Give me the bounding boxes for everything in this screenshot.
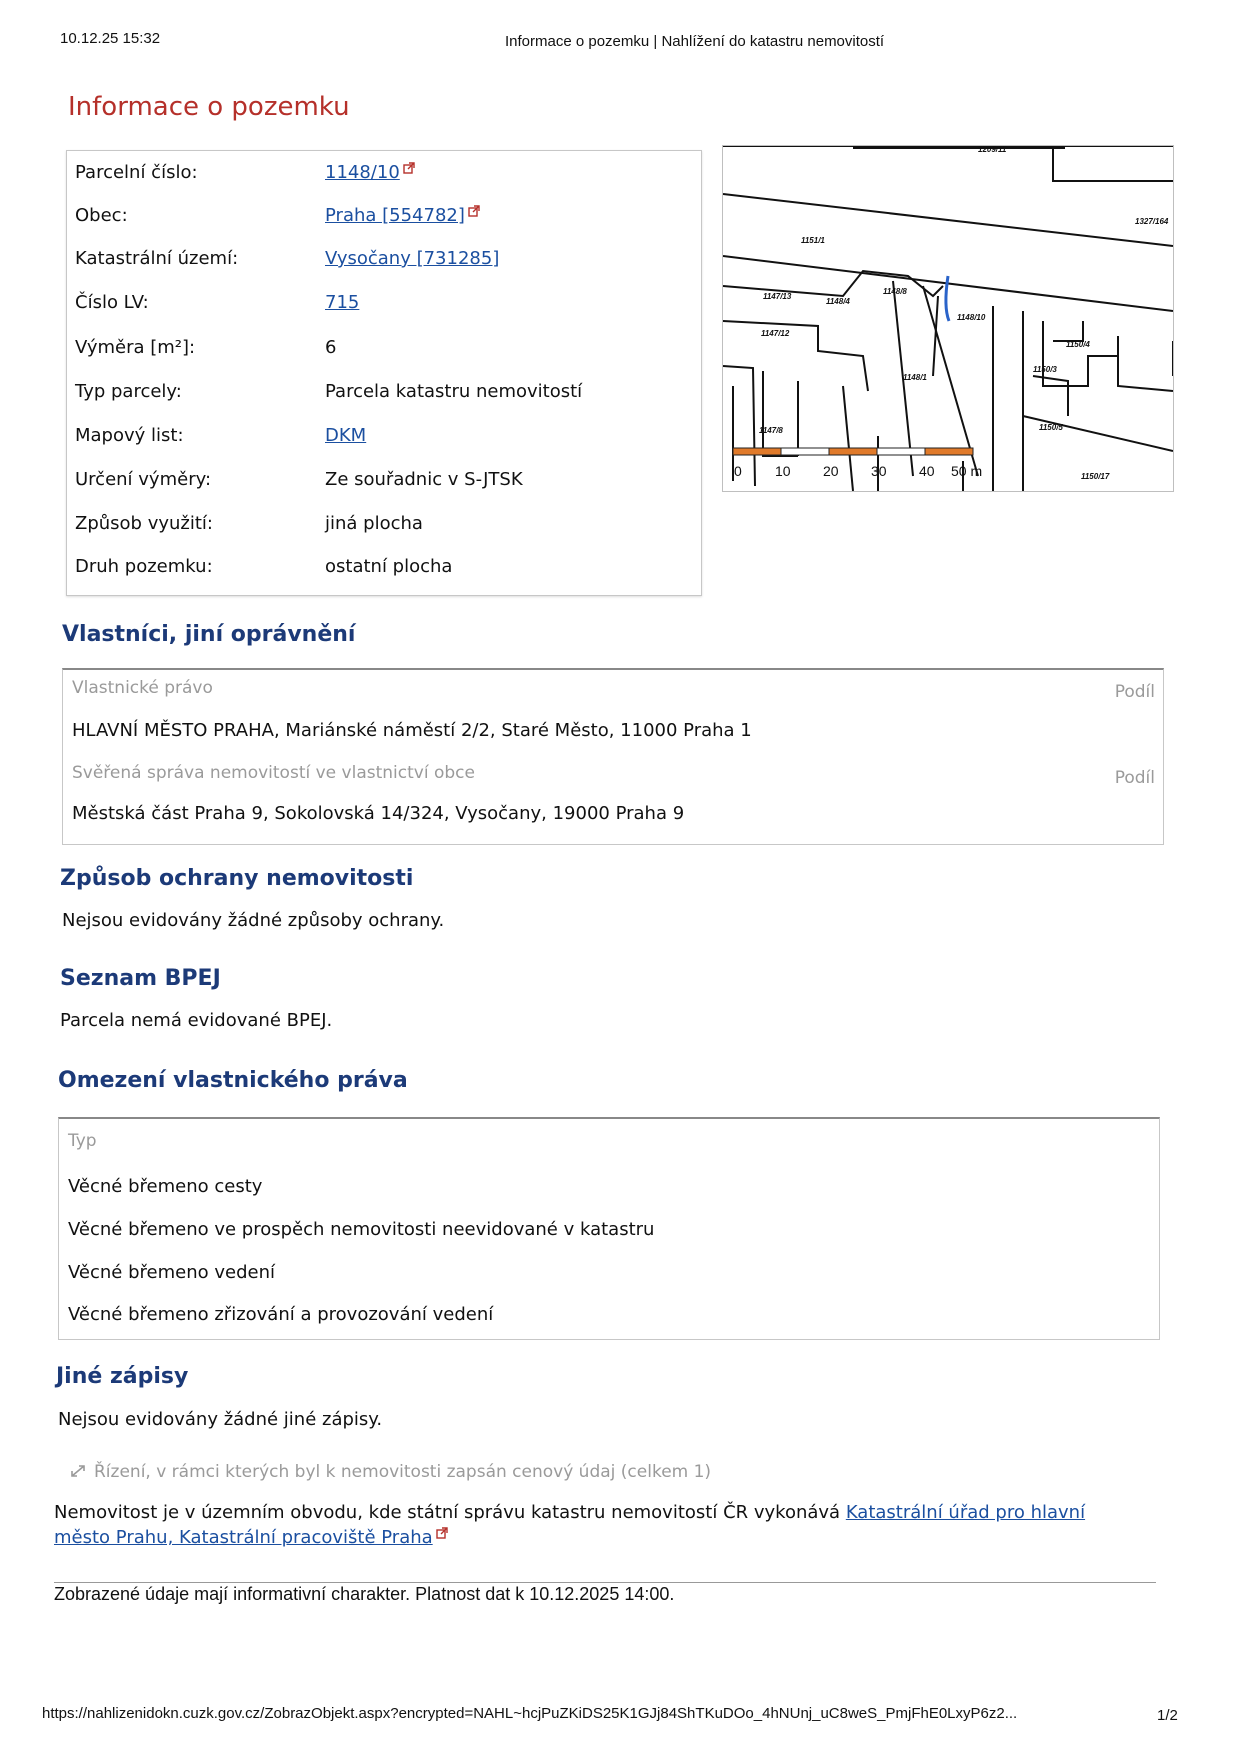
other-entries-text: Nejsou evidovány žádné jiné zápisy. [58, 1409, 383, 1430]
lv-number-link[interactable]: 715 [325, 292, 360, 313]
row-land-kind [67, 556, 701, 586]
print-page-title: Informace o pozemku | Nahlížení do katastru nemovitostí [505, 33, 885, 50]
share-column-label: Podíl [1114, 768, 1155, 788]
cadastral-office-note [54, 1500, 1144, 1550]
map-parcel-label: 1148/8 [883, 287, 907, 296]
municipality-link[interactable]: Praha [554782] [325, 205, 465, 226]
map-parcel-label: 1150/4 [1066, 340, 1090, 349]
office-note-text: Nemovitost je v územním obvodu, kde státní správu katastru nemovitostí ČR vykonává [54, 1502, 846, 1523]
data-validity-disclaimer: Zobrazené údaje mají informativní charakter. Platnost dat k 10.12.2025 14:00. [54, 1584, 675, 1604]
map-parcel-label: 1150/5 [1039, 423, 1063, 432]
row-area-determination [67, 469, 701, 499]
value: ostatní plocha [325, 556, 453, 577]
label: Číslo LV: [75, 292, 149, 313]
map-parcel-label: 1147/13 [763, 292, 792, 301]
row-parcel-number [67, 162, 701, 192]
external-link-icon [468, 205, 480, 217]
map-parcel-label: 1147/8 [759, 426, 783, 435]
row-area [67, 337, 701, 367]
map-parcel-label: 1209/11 [978, 145, 1007, 154]
row-land-use [67, 513, 701, 543]
cadastral-area-link[interactable]: Vysočany [731285] [325, 248, 500, 269]
price-proceedings-label: Řízení, v rámci kterých byl k nemovitosti zapsán cenový údaj (celkem 1) [94, 1462, 712, 1482]
restrictions-table [58, 1117, 1160, 1340]
highlighted-parcel [946, 276, 949, 321]
restriction-item: Věcné břemeno cesty [68, 1176, 263, 1197]
bpej-text: Parcela nemá evidované BPEJ. [60, 1010, 333, 1031]
divider [54, 1582, 1156, 1583]
bpej-heading: Seznam BPEJ [60, 966, 221, 991]
value: jiná plocha [325, 513, 423, 534]
map-parcel-label: 1150/3 [1033, 365, 1057, 374]
owners-heading: Vlastníci, jiní oprávnění [62, 622, 356, 647]
map-parcel-label: 1148/10 [957, 313, 986, 322]
ownership-right-subtitle: Vlastnické právo [72, 678, 213, 698]
scale-label: 30 [871, 463, 887, 479]
scale-label: 0 [734, 463, 742, 479]
map-parcel-label: 1150/17 [1081, 472, 1110, 481]
map-sheet-link[interactable]: DKM [325, 425, 367, 446]
protection-text: Nejsou evidovány žádné způsoby ochrany. [62, 910, 445, 931]
value: Parcela katastru nemovitostí [325, 381, 583, 402]
label: Druh pozemku: [75, 556, 213, 577]
label: Katastrální území: [75, 248, 239, 269]
external-link-icon [403, 162, 415, 174]
restriction-item: Věcné břemeno ve prospěch nemovitosti neevidované v katastru [68, 1219, 655, 1240]
row-cadastral-area [67, 248, 701, 278]
label: Parcelní číslo: [75, 162, 198, 183]
page-title: Informace o pozemku [68, 92, 350, 122]
share-column-label: Podíl [1114, 682, 1155, 702]
owners-table [62, 668, 1164, 845]
scale-label: 50 m [951, 463, 983, 479]
owner-line: HLAVNÍ MĚSTO PRAHA, Mariánské náměstí 2/2, Staré Město, 11000 Praha 1 [72, 720, 752, 741]
cadastral-map[interactable] [722, 145, 1174, 492]
map-parcel-label: 1147/12 [761, 329, 790, 338]
map-parcel-label: 1151/1 [801, 236, 825, 245]
owner-line: Městská část Praha 9, Sokolovská 14/324, Vysočany, 19000 Praha 9 [72, 803, 685, 824]
print-url: https://nahlizenidokn.cuzk.gov.cz/ZobrazObjekt.aspx?encrypted=NAHL~hcjPuZKiDS25K1GJj84ShTKuDOo_4hNUnj_uC8weS_PmjFhE0LxyP6z2... [42, 1705, 1018, 1722]
value: 6 [325, 337, 337, 358]
scale-label: 20 [823, 463, 839, 479]
row-map-sheet [67, 425, 701, 455]
restriction-item: Věcné břemeno zřizování a provozování vedení [68, 1304, 494, 1325]
cadastral-office-link[interactable]: Katastrální úřad pro hlavní město Prahu, Katastrální pracoviště Praha [54, 1502, 1086, 1548]
value: Ze souřadnic v S-JTSK [325, 469, 523, 490]
map-parcel-label: 1148/4 [826, 297, 850, 306]
print-page-number: 1/2 [1157, 1707, 1178, 1724]
label: Určení výměry: [75, 469, 212, 490]
scale-label: 40 [919, 463, 935, 479]
restrictions-heading: Omezení vlastnického práva [58, 1068, 408, 1093]
map-parcel-label: 1148/1 [903, 373, 927, 382]
row-lv-number [67, 292, 701, 322]
entrusted-management-subtitle: Svěřená správa nemovitostí ve vlastnictví obce [72, 763, 475, 783]
map-parcel-label: 1327/164 [1135, 217, 1169, 226]
type-column-header: Typ [68, 1131, 97, 1151]
expand-arrows-icon [70, 1464, 86, 1478]
row-parcel-type [67, 381, 701, 411]
scale-label: 10 [775, 463, 791, 479]
label: Způsob využití: [75, 513, 213, 534]
parcel-number-link[interactable]: 1148/10 [325, 162, 400, 183]
label: Mapový list: [75, 425, 184, 446]
label: Typ parcely: [75, 381, 182, 402]
price-proceedings-toggle[interactable] [70, 1462, 711, 1482]
other-entries-heading: Jiné zápisy [56, 1364, 189, 1389]
protection-heading: Způsob ochrany nemovitosti [60, 866, 414, 891]
external-link-icon [436, 1527, 448, 1539]
restriction-item: Věcné břemeno vedení [68, 1262, 275, 1283]
row-municipality [67, 205, 701, 235]
parcel-info-table [66, 150, 702, 596]
print-datetime: 10.12.25 15:32 [60, 30, 161, 47]
scale-bar [733, 448, 973, 455]
label: Výměra [m²]: [75, 337, 196, 358]
label: Obec: [75, 205, 128, 226]
